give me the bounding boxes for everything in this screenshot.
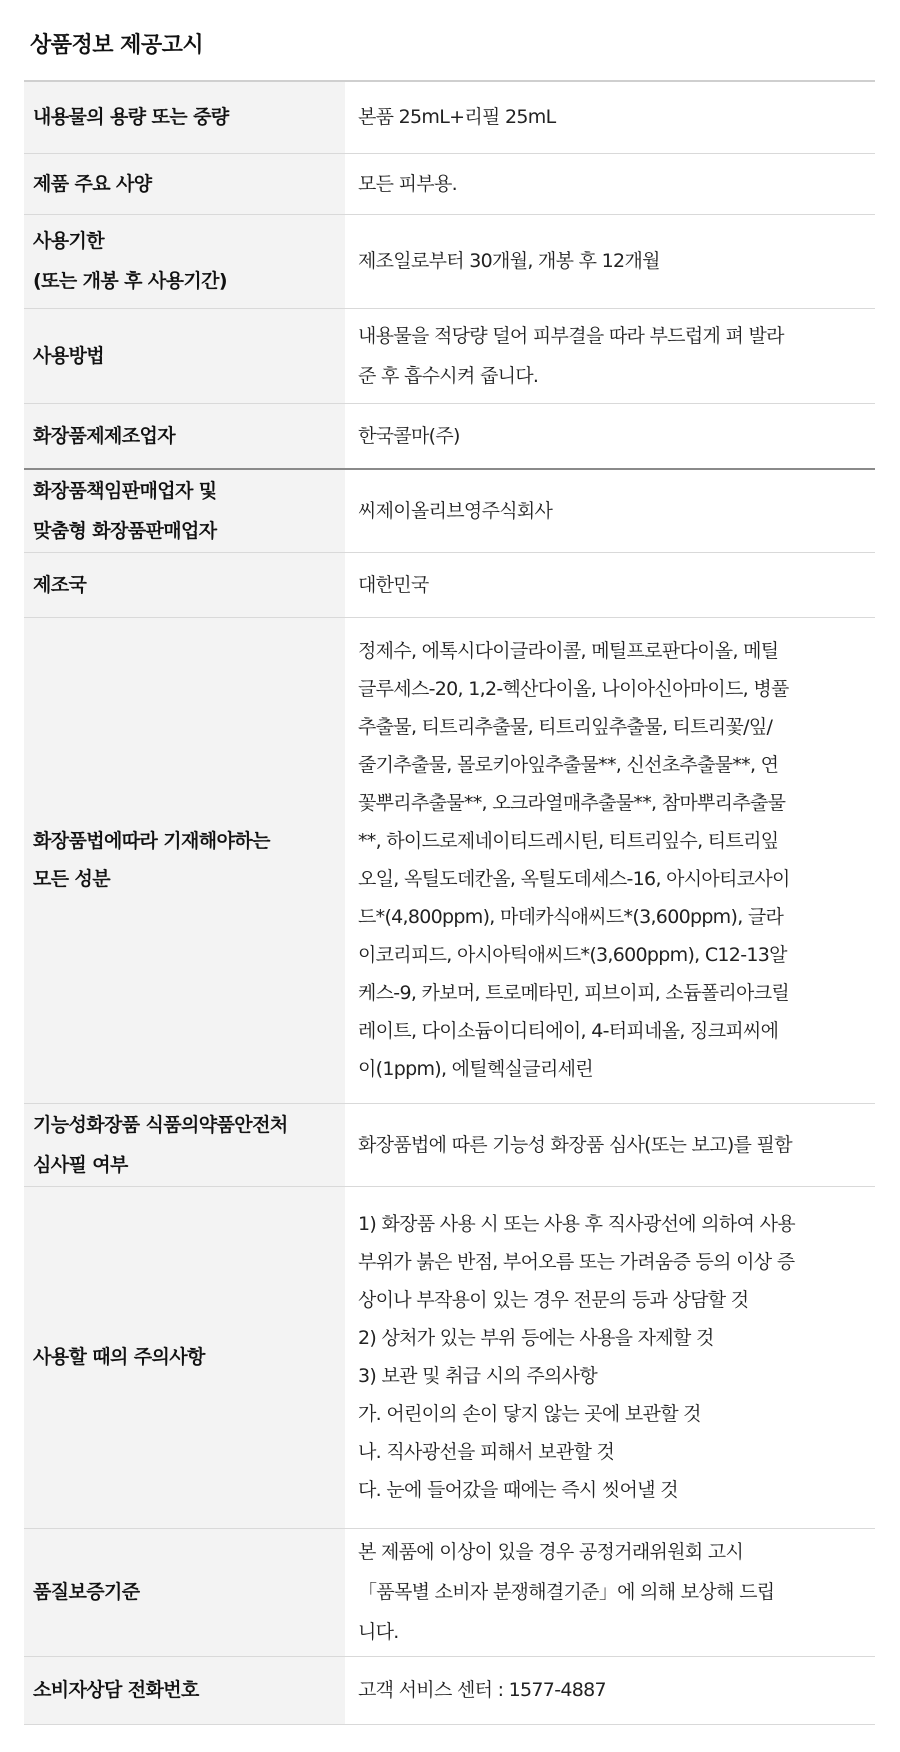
product-info-table: [24, 80, 875, 1725]
row-label: 화장품법에따라 기재해야하는 모든 성분: [24, 617, 345, 1103]
row-label: 사용방법: [24, 308, 345, 403]
table-row: [24, 153, 875, 214]
row-label: 소비자상담 전화번호: [24, 1656, 345, 1724]
table-row: [24, 1528, 875, 1656]
row-label: 제품 주요 사양: [24, 153, 345, 214]
row-value: 대한민국: [345, 552, 875, 617]
table-row: [24, 308, 875, 403]
row-value: 본품 25mL+리필 25mL: [345, 81, 875, 153]
row-value: 정제수, 에톡시다이글라이콜, 메틸프로판다이올, 메틸 글루세스-20, 1,2-헥산다이올, 나이아신아마이드, 병풀 추출물, 티트리추출물, 티트리잎추출물, 티트리꽃/잎/ 줄기추출물, 몰로키아잎추출물**, 신선초추출물**, 연 꽃뿌리추출물**, 오크라열매추출물**, 참마뿌리추출물 **, 하이드로제네이티드레시틴, 티트리잎수, 티트리잎 오일, 옥틸도데칸올, 옥틸도데세스-16, 아시아티코사이 드*(4,800ppm), 마데카식애씨드*(3,600ppm), 글라 이코리피드, 아시아틱애씨드*(3,600ppm), C12-13알 케스-9, 카보머, 트로메타민, 피브이피, 소듐폴리아크릴 레이트, 다이소듐이디티에이, 4-터피네올, 징크피씨에 이(1ppm), 에틸헥실글리세린: [345, 617, 875, 1103]
table-row: [24, 214, 875, 308]
table-row: [24, 403, 875, 469]
table-row: [24, 469, 875, 552]
row-value: 제조일로부터 30개월, 개봉 후 12개월: [345, 214, 875, 308]
row-value: 씨제이올리브영주식회사: [345, 469, 875, 552]
row-value: 화장품법에 따른 기능성 화장품 심사(또는 보고)를 필함: [345, 1103, 875, 1186]
row-label: 화장품책임판매업자 및 맞춤형 화장품판매업자: [24, 469, 345, 552]
table-row: [24, 1186, 875, 1528]
table-row: [24, 81, 875, 153]
row-value: 본 제품에 이상이 있을 경우 공정거래위원회 고시 「품목별 소비자 분쟁해결기준」에 의해 보상해 드립 니다.: [345, 1528, 875, 1656]
row-value: 고객 서비스 센터 : 1577-4887: [345, 1656, 875, 1724]
row-value: 1) 화장품 사용 시 또는 사용 후 직사광선에 의하여 사용 부위가 붉은 반점, 부어오름 또는 가려움증 등의 이상 증 상이나 부작용이 있는 경우 전문의 등과 상담할 것 2) 상처가 있는 부위 등에는 사용을 자제할 것 3) 보관 및 취급 시의 주의사항 가. 어린이의 손이 닿지 않는 곳에 보관할 것 나. 직사광선을 피해서 보관할 것 다. 눈에 들어갔을 때에는 즉시 씻어낼 것: [345, 1186, 875, 1528]
row-label: 사용할 때의 주의사항: [24, 1186, 345, 1528]
row-value: 한국콜마(주): [345, 403, 875, 469]
row-label: 사용기한 (또는 개봉 후 사용기간): [24, 214, 345, 308]
table-row: [24, 552, 875, 617]
table-row: [24, 1656, 875, 1724]
table-row: [24, 1103, 875, 1186]
row-label: 품질보증기준: [24, 1528, 345, 1656]
table-row: [24, 617, 875, 1103]
row-label: 기능성화장품 식품의약품안전처 심사필 여부: [24, 1103, 345, 1186]
row-value: 내용물을 적당량 덜어 피부결을 따라 부드럽게 펴 발라 준 후 흡수시켜 줍니다.: [345, 308, 875, 403]
row-value: 모든 피부용.: [345, 153, 875, 214]
row-label: 내용물의 용량 또는 중량: [24, 81, 345, 153]
row-label: 제조국: [24, 552, 345, 617]
page-title: 상품정보 제공고시: [30, 33, 204, 58]
row-label: 화장품제제조업자: [24, 403, 345, 469]
